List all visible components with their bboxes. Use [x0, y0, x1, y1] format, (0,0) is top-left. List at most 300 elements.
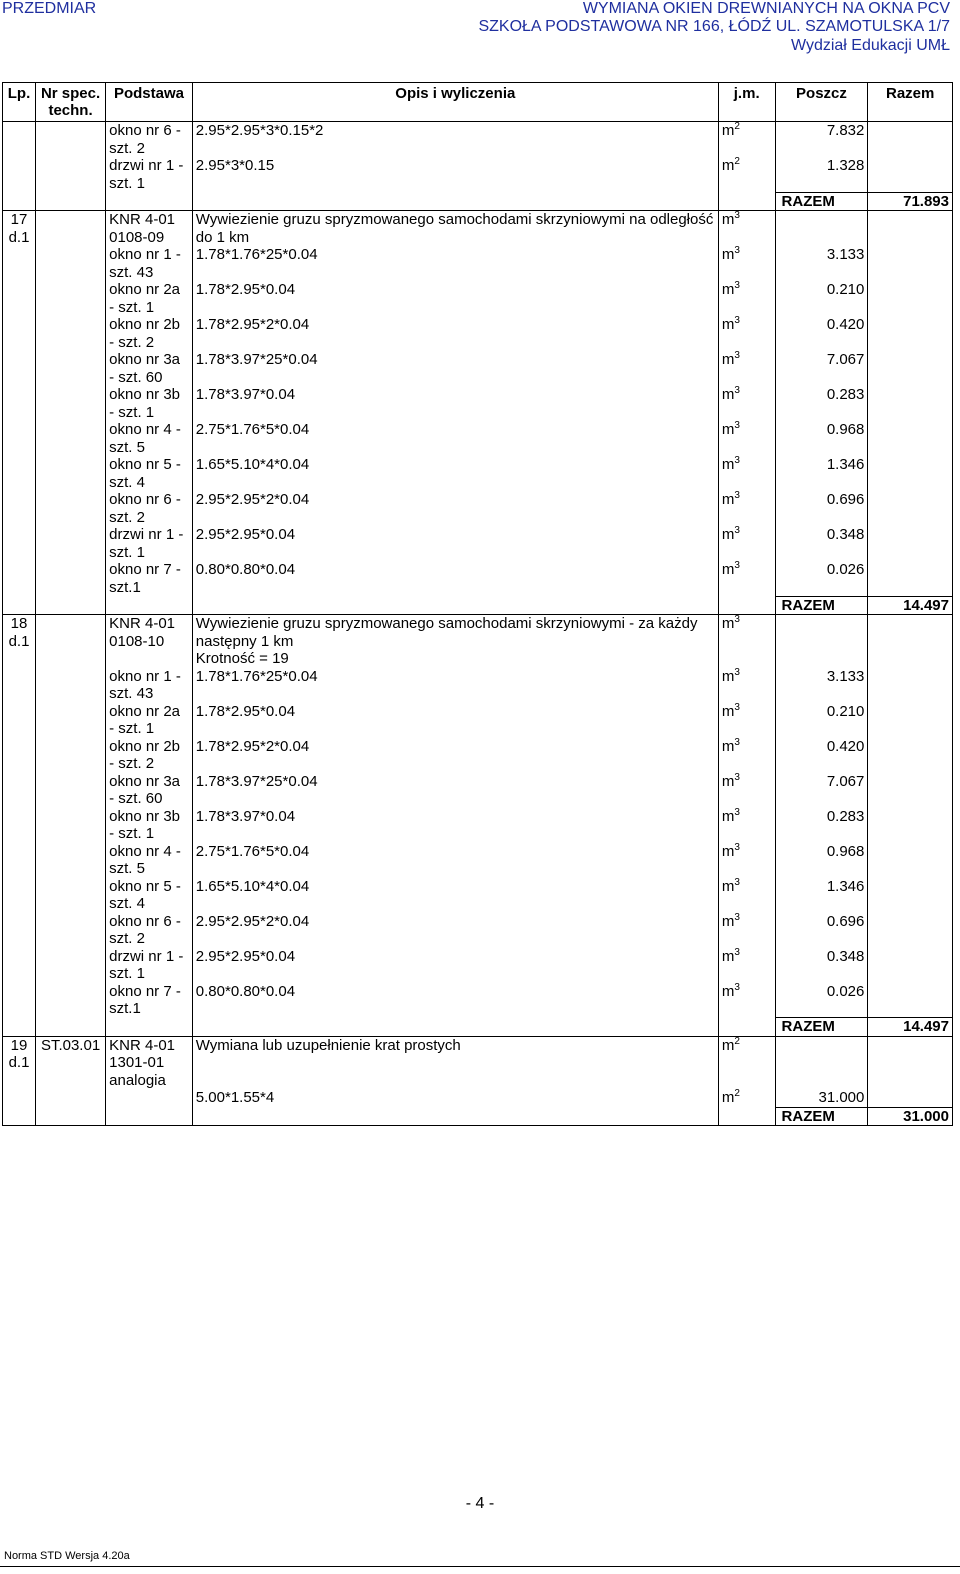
empty-cell — [192, 596, 718, 615]
spec-cell — [36, 281, 106, 316]
unit-cell — [718, 878, 775, 913]
empty-cell — [3, 192, 36, 211]
formula-cell: 1.65*5.10*4*0.04 — [192, 456, 718, 491]
sum-value: 14.497 — [868, 1018, 953, 1037]
table-row — [3, 122, 953, 158]
empty-cell — [718, 192, 775, 211]
calc-row — [3, 281, 953, 316]
lp-cell — [3, 122, 36, 158]
item-title-row — [3, 1036, 953, 1089]
col-podstawa: Podstawa — [106, 83, 193, 122]
item-number: 18 d.1 — [3, 615, 36, 668]
unit-base: m — [721, 526, 735, 543]
unit-base: m — [721, 737, 735, 755]
total-cell — [868, 948, 953, 983]
unit-base: m — [721, 456, 735, 473]
col-lp: Lp. — [3, 83, 36, 122]
empty-cell — [106, 192, 193, 211]
formula-cell: 2.75*1.76*5*0.04 — [192, 843, 718, 878]
unit-exponent: 3 — [734, 771, 740, 783]
unit-cell — [718, 738, 775, 773]
item-number: 19 d.1 — [3, 1036, 36, 1089]
partial-value: 3.133 — [775, 246, 868, 281]
calc-row — [3, 668, 953, 703]
spec-cell — [36, 246, 106, 281]
project-investor: Wydział Edukacji UMŁ — [790, 37, 950, 54]
item-title: Wymiana lub uzupełnienie krat prostych — [195, 1036, 461, 1054]
spec-cell — [36, 526, 106, 561]
partial-value: 0.696 — [775, 913, 868, 948]
spec-cell — [36, 157, 106, 192]
col-poszcz: Poszcz — [775, 83, 868, 122]
partial-value: 31.000 — [775, 1089, 868, 1107]
basis-code: KNR 4-01 1301-01 analogia — [106, 1036, 193, 1089]
partial-value: 0.348 — [775, 526, 868, 561]
element-cell: okno nr 1 - szt. 43 — [106, 668, 193, 703]
total-cell — [868, 157, 953, 192]
unit-exponent: 3 — [734, 385, 740, 396]
formula-cell: 2.95*2.95*0.04 — [192, 948, 718, 983]
spec-cell — [36, 561, 106, 596]
element-cell: okno nr 2b - szt. 2 — [106, 316, 193, 351]
unit-exponent: 3 — [734, 210, 740, 221]
unit-exponent: 3 — [734, 614, 740, 625]
sum-label: RAZEM — [775, 1107, 868, 1126]
software-footer: Norma STD Wersja 4.20a — [4, 1550, 130, 1562]
item-multiplier: Krotność = 19 — [195, 650, 289, 667]
partial-value: 0.283 — [775, 808, 868, 843]
unit-base: m — [721, 351, 735, 368]
partial-value: 7.832 — [775, 122, 868, 158]
formula-cell: 1.65*5.10*4*0.04 — [192, 878, 718, 913]
total-cell — [868, 703, 953, 738]
lp-cell — [3, 878, 36, 913]
spec-cell — [36, 351, 106, 386]
calc-row — [3, 913, 953, 948]
lp-cell — [3, 157, 36, 192]
unit-base: m — [721, 842, 735, 860]
empty-cell — [3, 1107, 36, 1126]
empty-cell — [106, 1107, 193, 1126]
partial-value: 7.067 — [775, 351, 868, 386]
unit-cell — [718, 703, 775, 738]
unit-base: m — [721, 211, 735, 228]
lp-cell — [3, 491, 36, 526]
element-cell: drzwi nr 1 - szt. 1 — [106, 526, 193, 561]
partial-value: 0.968 — [775, 421, 868, 456]
partial-value — [775, 211, 868, 247]
lp-cell — [3, 561, 36, 596]
lp-cell — [3, 351, 36, 386]
basis-code: KNR 4-01 0108-10 — [106, 615, 193, 668]
unit-exponent: 2 — [734, 1088, 740, 1099]
empty-cell — [36, 1018, 106, 1037]
item-title: Wywiezienie gruzu spryzmowanego samochodami skrzyniowymi na odległość do 1 km — [195, 211, 714, 246]
item-description — [192, 1036, 718, 1089]
spec-cell — [36, 421, 106, 456]
lp-cell — [3, 421, 36, 456]
unit-exponent: 3 — [734, 841, 740, 853]
spec-cell — [36, 983, 106, 1018]
sum-row — [3, 192, 953, 211]
partial-value: 0.420 — [775, 738, 868, 773]
unit-exponent: 3 — [734, 876, 740, 888]
element-cell: okno nr 3b - szt. 1 — [106, 386, 193, 421]
item-description — [192, 615, 718, 668]
element-cell: okno nr 1 - szt. 43 — [106, 246, 193, 281]
unit-base: m — [721, 772, 735, 790]
formula-cell: 0.80*0.80*0.04 — [192, 561, 718, 596]
unit-cell — [718, 281, 775, 316]
partial-value: 0.210 — [775, 281, 868, 316]
formula-cell: 2.95*3*0.15 — [192, 157, 718, 192]
spec-cell — [36, 491, 106, 526]
unit-cell — [718, 122, 775, 158]
unit-exponent: 3 — [734, 806, 740, 818]
element-cell: okno nr 5 - szt. 4 — [106, 456, 193, 491]
unit-cell — [718, 561, 775, 596]
lp-cell — [3, 913, 36, 948]
unit-exponent: 3 — [734, 455, 740, 466]
calc-row — [3, 1089, 953, 1107]
element-cell: okno nr 6 - szt. 2 — [106, 491, 193, 526]
spec-number — [36, 615, 106, 668]
page-header — [0, 0, 960, 70]
formula-cell: 1.78*2.95*2*0.04 — [192, 738, 718, 773]
calc-row — [3, 386, 953, 421]
total-cell — [868, 668, 953, 703]
total-cell — [868, 843, 953, 878]
formula-cell: 1.78*1.76*25*0.04 — [192, 668, 718, 703]
lp-cell — [3, 703, 36, 738]
spec-cell — [36, 913, 106, 948]
empty-cell — [36, 1107, 106, 1126]
element-cell: okno nr 3a - szt. 60 — [106, 351, 193, 386]
element-cell: okno nr 6 - szt. 2 — [106, 122, 193, 158]
unit-cell — [718, 491, 775, 526]
sum-value: 14.497 — [868, 596, 953, 615]
unit-exponent: 3 — [734, 525, 740, 536]
sum-row — [3, 1018, 953, 1037]
formula-cell: 1.78*2.95*2*0.04 — [192, 316, 718, 351]
unit-exponent: 3 — [734, 946, 740, 958]
lp-cell — [3, 1089, 36, 1107]
partial-value: 0.968 — [775, 843, 868, 878]
calc-row — [3, 526, 953, 561]
partial-value: 0.348 — [775, 948, 868, 983]
total-cell — [868, 878, 953, 913]
total-cell — [868, 983, 953, 1018]
sum-row — [3, 596, 953, 615]
unit-base: m — [721, 561, 735, 578]
total-cell — [868, 773, 953, 808]
partial-value: 0.026 — [775, 983, 868, 1018]
unit-cell — [718, 615, 775, 668]
calc-row — [3, 561, 953, 596]
table-row — [3, 157, 953, 192]
spec-cell — [36, 843, 106, 878]
element-cell: okno nr 5 - szt. 4 — [106, 878, 193, 913]
unit-base: m — [721, 316, 735, 333]
unit-cell — [718, 948, 775, 983]
unit-exponent: 2 — [734, 156, 740, 167]
unit-base: m — [721, 667, 735, 685]
unit-exponent: 3 — [734, 911, 740, 923]
formula-cell: 2.95*2.95*2*0.04 — [192, 913, 718, 948]
unit-exponent: 3 — [734, 666, 740, 678]
calc-row — [3, 878, 953, 913]
element-cell: okno nr 3a - szt. 60 — [106, 773, 193, 808]
unit-base: m — [721, 157, 735, 174]
empty-cell — [36, 192, 106, 211]
lp-cell — [3, 526, 36, 561]
total-cell — [868, 561, 953, 596]
empty-cell — [106, 596, 193, 615]
empty-cell — [192, 192, 718, 211]
page-number: - 4 - — [465, 1495, 495, 1512]
empty-cell — [192, 1107, 718, 1126]
unit-exponent: 3 — [734, 245, 740, 256]
col-razem: Razem — [868, 83, 953, 122]
basis-code: KNR 4-01 0108-09 — [106, 211, 193, 247]
spec-cell — [36, 386, 106, 421]
element-cell: drzwi nr 1 - szt. 1 — [106, 157, 193, 192]
unit-exponent: 3 — [734, 420, 740, 431]
formula-cell: 5.00*1.55*4 — [192, 1089, 718, 1107]
element-cell: okno nr 4 - szt. 5 — [106, 843, 193, 878]
lp-cell — [3, 773, 36, 808]
col-opis: Opis i wyliczenia — [192, 83, 718, 122]
formula-cell: 1.78*2.95*0.04 — [192, 703, 718, 738]
spec-number — [36, 211, 106, 247]
partial-value: 1.328 — [775, 157, 868, 192]
total-cell — [868, 738, 953, 773]
spec-cell — [36, 316, 106, 351]
total-cell — [868, 386, 953, 421]
total-cell — [868, 211, 953, 247]
calc-row — [3, 948, 953, 983]
element-cell: okno nr 4 - szt. 5 — [106, 421, 193, 456]
calc-row — [3, 843, 953, 878]
unit-base: m — [721, 491, 735, 508]
unit-base: m — [721, 912, 735, 930]
partial-value: 3.133 — [775, 668, 868, 703]
unit-cell — [718, 351, 775, 386]
unit-cell — [718, 773, 775, 808]
calc-row — [3, 703, 953, 738]
formula-cell: 2.95*2.95*2*0.04 — [192, 491, 718, 526]
total-cell — [868, 491, 953, 526]
partial-value: 0.283 — [775, 386, 868, 421]
unit-cell — [718, 526, 775, 561]
unit-exponent: 2 — [734, 1035, 740, 1047]
unit-exponent: 2 — [734, 121, 740, 132]
unit-cell — [718, 1036, 775, 1089]
element-cell: okno nr 3b - szt. 1 — [106, 808, 193, 843]
lp-cell — [3, 983, 36, 1018]
total-cell — [868, 808, 953, 843]
element-cell: okno nr 6 - szt. 2 — [106, 913, 193, 948]
item-number: 17 d.1 — [3, 211, 36, 247]
formula-cell: 0.80*0.80*0.04 — [192, 983, 718, 1018]
calc-row — [3, 491, 953, 526]
partial-value: 0.420 — [775, 316, 868, 351]
element-cell: okno nr 2a - szt. 1 — [106, 281, 193, 316]
empty-cell — [192, 1018, 718, 1037]
cost-estimate-table — [2, 82, 953, 1126]
item-title: Wywiezienie gruzu spryzmowanego samochodami skrzyniowymi - za każdy następny 1 km — [195, 615, 698, 650]
formula-cell: 1.78*3.97*25*0.04 — [192, 773, 718, 808]
footer-divider — [0, 1566, 960, 1567]
col-nr: Nr spec. techn. — [36, 83, 106, 122]
partial-value: 1.346 — [775, 878, 868, 913]
item-description — [192, 211, 718, 247]
unit-exponent: 3 — [734, 490, 740, 501]
unit-exponent: 3 — [734, 981, 740, 993]
partial-value: 7.067 — [775, 773, 868, 808]
total-cell — [868, 615, 953, 668]
partial-value: 0.696 — [775, 491, 868, 526]
partial-value: 0.026 — [775, 561, 868, 596]
calc-row — [3, 808, 953, 843]
spec-cell — [36, 122, 106, 158]
unit-base: m — [721, 982, 735, 1000]
formula-cell: 2.75*1.76*5*0.04 — [192, 421, 718, 456]
table-header-row — [3, 83, 953, 122]
unit-exponent: 3 — [734, 736, 740, 748]
unit-base: m — [721, 122, 735, 139]
doc-type: PRZEDMIAR — [2, 0, 97, 17]
formula-cell: 2.95*2.95*3*0.15*2 — [192, 122, 718, 158]
formula-cell: 1.78*1.76*25*0.04 — [192, 246, 718, 281]
unit-cell — [718, 421, 775, 456]
total-cell — [868, 1089, 953, 1107]
total-cell — [868, 246, 953, 281]
lp-cell — [3, 668, 36, 703]
calc-row — [3, 421, 953, 456]
sum-row — [3, 1107, 953, 1126]
col-jm: j.m. — [718, 83, 775, 122]
total-cell — [868, 421, 953, 456]
calc-row — [3, 456, 953, 491]
unit-cell — [718, 211, 775, 247]
unit-cell — [718, 983, 775, 1018]
element-cell: okno nr 2b - szt. 2 — [106, 738, 193, 773]
unit-base: m — [721, 807, 735, 825]
unit-cell — [718, 456, 775, 491]
spec-number: ST.03.01 — [36, 1036, 106, 1089]
item-title-row — [3, 615, 953, 668]
partial-value — [775, 1036, 868, 1089]
unit-base: m — [721, 1089, 735, 1106]
calc-row — [3, 316, 953, 351]
unit-base: m — [721, 947, 735, 965]
project-location: SZKOŁA PODSTAWOWA NR 166, ŁÓDŹ UL. SZAMOTULSKA 1/7 — [478, 18, 950, 35]
element-cell: drzwi nr 1 - szt. 1 — [106, 948, 193, 983]
unit-base: m — [721, 421, 735, 438]
item-title-row — [3, 211, 953, 247]
sum-label: RAZEM — [775, 596, 868, 615]
lp-cell — [3, 386, 36, 421]
unit-base: m — [721, 615, 735, 632]
total-cell — [868, 1036, 953, 1089]
lp-cell — [3, 316, 36, 351]
unit-exponent: 3 — [734, 350, 740, 361]
lp-cell — [3, 246, 36, 281]
unit-exponent: 3 — [734, 560, 740, 571]
formula-cell: 1.78*3.97*0.04 — [192, 386, 718, 421]
unit-exponent: 3 — [734, 280, 740, 291]
unit-cell — [718, 843, 775, 878]
unit-base: m — [721, 386, 735, 403]
unit-cell — [718, 246, 775, 281]
unit-exponent: 3 — [734, 315, 740, 326]
element-cell — [106, 1089, 193, 1107]
empty-cell — [3, 1018, 36, 1037]
sum-label: RAZEM — [775, 1018, 868, 1037]
total-cell — [868, 281, 953, 316]
element-cell: okno nr 7 - szt.1 — [106, 983, 193, 1018]
spec-cell — [36, 878, 106, 913]
calc-row — [3, 246, 953, 281]
unit-base: m — [721, 877, 735, 895]
total-cell — [868, 122, 953, 158]
unit-cell — [718, 913, 775, 948]
spec-cell — [36, 456, 106, 491]
unit-cell — [718, 668, 775, 703]
spec-cell — [36, 948, 106, 983]
spec-cell — [36, 703, 106, 738]
sum-label: RAZEM — [775, 192, 868, 211]
calc-row — [3, 738, 953, 773]
sum-value: 31.000 — [868, 1107, 953, 1126]
lp-cell — [3, 948, 36, 983]
total-cell — [868, 913, 953, 948]
unit-cell — [718, 386, 775, 421]
empty-cell — [718, 1018, 775, 1037]
formula-cell: 1.78*3.97*25*0.04 — [192, 351, 718, 386]
formula-cell: 1.78*2.95*0.04 — [192, 281, 718, 316]
empty-cell — [718, 1107, 775, 1126]
spec-cell — [36, 808, 106, 843]
total-cell — [868, 316, 953, 351]
partial-value: 1.346 — [775, 456, 868, 491]
sum-value: 71.893 — [868, 192, 953, 211]
formula-cell: 2.95*2.95*0.04 — [192, 526, 718, 561]
unit-base: m — [721, 1036, 735, 1054]
lp-cell — [3, 738, 36, 773]
unit-cell — [718, 157, 775, 192]
unit-base: m — [721, 281, 735, 298]
spec-cell — [36, 738, 106, 773]
unit-base: m — [721, 246, 735, 263]
spec-cell — [36, 668, 106, 703]
spec-cell — [36, 1089, 106, 1107]
spec-cell — [36, 773, 106, 808]
unit-cell — [718, 1089, 775, 1107]
empty-cell — [718, 596, 775, 615]
lp-cell — [3, 456, 36, 491]
empty-cell — [3, 596, 36, 615]
empty-cell — [106, 1018, 193, 1037]
project-title: WYMIANA OKIEN DREWNIANYCH NA OKNA PCV — [582, 0, 950, 17]
calc-row — [3, 983, 953, 1018]
lp-cell — [3, 281, 36, 316]
unit-cell — [718, 316, 775, 351]
empty-cell — [36, 596, 106, 615]
calc-row — [3, 351, 953, 386]
total-cell — [868, 351, 953, 386]
